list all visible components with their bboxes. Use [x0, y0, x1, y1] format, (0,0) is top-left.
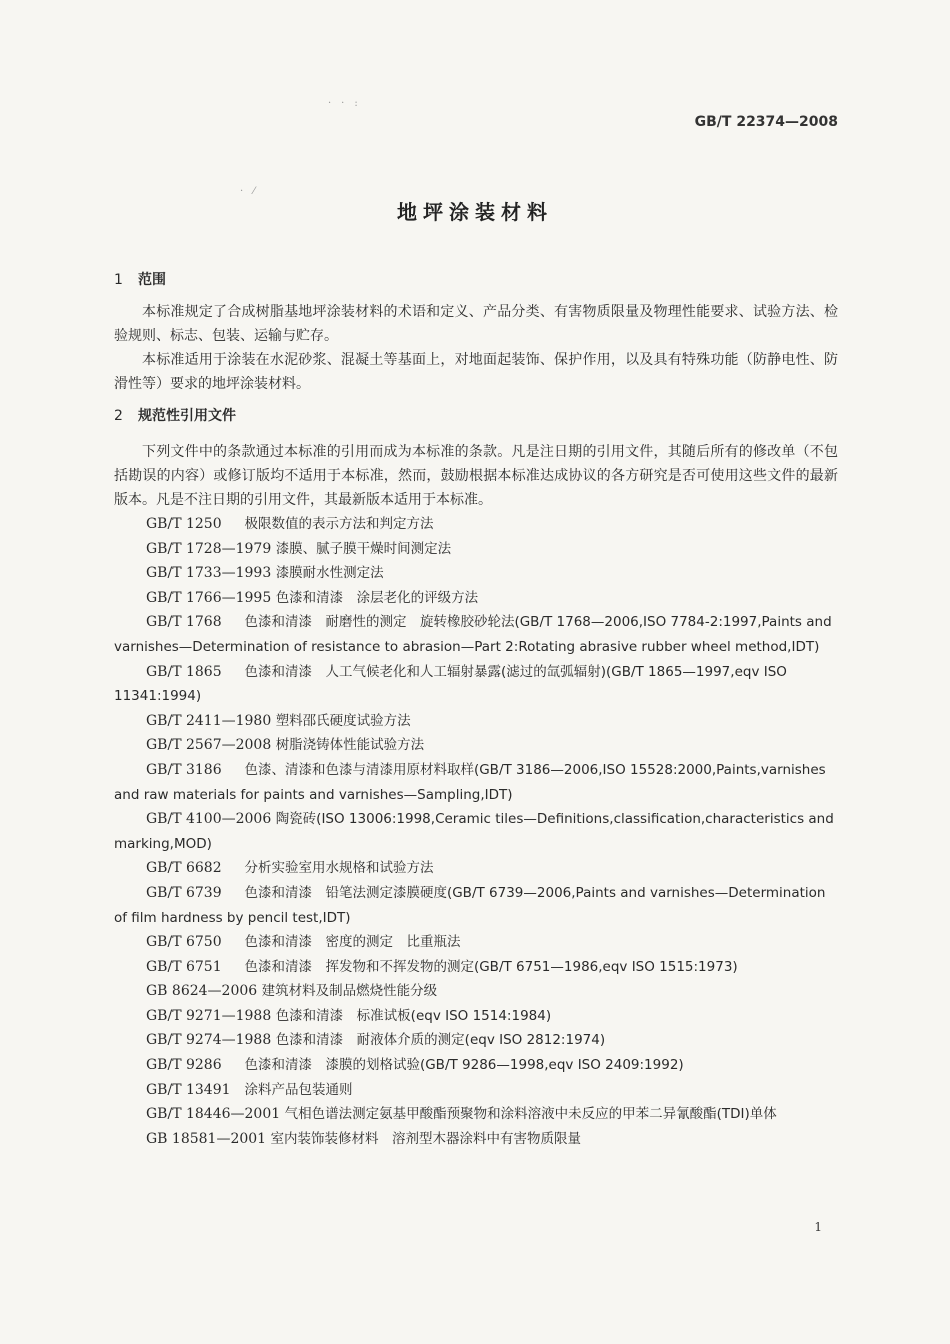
reference-title: 色漆和清漆 标准试板(eqv ISO 1514:1984): [275, 1007, 552, 1024]
reference-item: [114, 1078, 838, 1103]
reference-title: 室内装饰装修材料 溶剂型木器涂料中有害物质限量: [270, 1130, 582, 1147]
reference-item: [114, 709, 838, 734]
reference-code: GB/T 1766—1995: [146, 589, 272, 606]
reference-item: [114, 561, 838, 586]
reference-item: [114, 807, 838, 856]
reference-item: [114, 1127, 838, 1152]
reference-code: GB/T 4100—2006: [146, 811, 272, 828]
reference-item: [114, 733, 838, 758]
reference-item: [114, 537, 838, 562]
reference-title: 涂料产品包装通则: [244, 1081, 353, 1098]
reference-item: [114, 856, 838, 881]
reference-code: GB/T 13491: [146, 1081, 231, 1098]
reference-code: GB/T 1728—1979: [146, 540, 272, 557]
section-number: 1: [114, 272, 123, 288]
section-1-heading: [114, 268, 838, 292]
reference-title: 塑料邵氏硬度试验方法: [275, 712, 411, 729]
reference-item: [114, 881, 838, 930]
scan-speck: · · :: [328, 98, 358, 109]
reference-code: GB/T 1250: [146, 516, 222, 532]
reference-title: 色漆和清漆 密度的测定 比重瓶法: [244, 934, 461, 951]
reference-code: GB 8624—2006: [146, 983, 258, 1000]
reference-item: [114, 660, 838, 709]
reference-item: [114, 1028, 838, 1053]
reference-title: 色漆和清漆 漆膜的划格试验(GB/T 9286—1998,eqv ISO 2409:1992): [244, 1057, 684, 1074]
page-number: 1: [814, 1220, 822, 1234]
reference-code: GB/T 2567—2008: [146, 737, 272, 754]
reference-title: 树脂浇铸体性能试验方法: [275, 737, 425, 754]
reference-title: 漆膜、腻子膜干燥时间测定法: [275, 540, 452, 557]
reference-title: 色漆和清漆 耐磨性的测定 旋转橡胶砂轮法(GB/T 1768—2006,ISO 7784-2:1997,Paints and varnishes—Determination of resistance to abrasion—Part 2:Rotating abrasive rubber wheel method,IDT): [114, 614, 832, 655]
reference-title: 气相色谱法测定氨基甲酸酯预聚物和涂料溶液中未反应的甲苯二异氰酸酯(TDI)单体: [284, 1106, 777, 1123]
reference-code: GB/T 6682: [146, 860, 222, 877]
reference-item: [114, 1102, 838, 1127]
reference-item: [114, 1053, 838, 1078]
reference-code: GB/T 6739: [146, 884, 222, 901]
section-title: 规范性引用文件: [138, 408, 236, 424]
reference-code: GB 18581—2001: [146, 1130, 267, 1147]
reference-item: [114, 930, 838, 955]
reference-code: GB/T 3186: [146, 761, 222, 778]
reference-item: [114, 955, 838, 980]
reference-code: GB/T 9286: [146, 1057, 222, 1074]
reference-item: [114, 758, 838, 807]
reference-title: 陶瓷砖(ISO 13006:1998,Ceramic tiles—Definitions,classification,characteristics and marking,MOD): [114, 811, 834, 852]
reference-item: [114, 512, 838, 537]
reference-item: [114, 610, 838, 659]
reference-code: GB/T 6750: [146, 934, 222, 951]
reference-code: GB/T 1768: [146, 614, 222, 631]
section-title: 范围: [138, 272, 166, 288]
scan-speck: · ⁄: [240, 186, 255, 197]
document-title: 地坪涂装材料: [397, 200, 553, 224]
reference-title: 色漆、清漆和色漆与清漆用原材料取样(GB/T 3186—2006,ISO 15528:2000,Paints,varnishes and raw materials for paints and varnishes—Sampling,IDT): [114, 761, 826, 803]
reference-list: [114, 512, 838, 1151]
reference-title: 建筑材料及制品燃烧性能分级: [261, 983, 438, 1000]
section-number: 2: [114, 408, 123, 424]
reference-code: GB/T 6751: [146, 958, 222, 975]
reference-code: GB/T 18446—2001: [146, 1106, 281, 1123]
reference-code: GB/T 9274—1988: [146, 1032, 272, 1049]
paragraph: 本标准适用于涂装在水泥砂浆、混凝土等基面上，对地面起装饰、保护作用，以及具有特殊功能（防静电性、防滑性等）要求的地坪涂装材料。: [114, 352, 838, 392]
reference-title: 色漆和清漆 挥发物和不挥发物的测定(GB/T 6751—1986,eqv ISO 1515:1973): [244, 958, 738, 975]
reference-code: GB/T 1733—1993: [146, 565, 272, 582]
reference-code: GB/T 1865: [146, 663, 222, 680]
reference-title: 分析实验室用水规格和试验方法: [244, 860, 434, 877]
reference-code: GB/T 2411—1980: [146, 712, 272, 729]
paragraph: 下列文件中的条款通过本标准的引用而成为本标准的条款。凡是注日期的引用文件，其随后所有的修改单（不包括勘误的内容）或修订版均不适用于本标准，然而，鼓励根据本标准达成协议的各方研究是否可使用这些文件的最新版本。凡是不注日期的引用文件，其最新版本适用于本标准。: [114, 444, 838, 508]
document-body: [114, 268, 838, 1151]
reference-title: 色漆和清漆 涂层老化的评级方法: [275, 589, 479, 606]
standard-number: GB/T 22374—2008: [694, 114, 838, 130]
reference-title: 极限数值的表示方法和判定方法: [244, 516, 434, 532]
section-2-heading: [114, 404, 838, 428]
reference-title: 漆膜耐水性测定法: [275, 565, 384, 582]
reference-title: 色漆和清漆 人工气候老化和人工辐射暴露(滤过的氙弧辐射)(GB/T 1865—1997,eqv ISO 11341:1994): [114, 663, 787, 705]
reference-item: [114, 1004, 838, 1029]
reference-item: [114, 586, 838, 611]
reference-title: 色漆和清漆 耐液体介质的测定(eqv ISO 2812:1974): [275, 1032, 606, 1049]
reference-title: 色漆和清漆 铅笔法测定漆膜硬度(GB/T 6739—2006,Paints and varnishes—Determination of film hardness by pencil test,IDT): [114, 884, 826, 926]
reference-code: GB/T 9271—1988: [146, 1007, 272, 1024]
paragraph: 本标准规定了合成树脂基地坪涂装材料的术语和定义、产品分类、有害物质限量及物理性能要求、试验方法、检验规则、标志、包装、运输与贮存。: [114, 304, 838, 344]
reference-item: [114, 979, 838, 1004]
